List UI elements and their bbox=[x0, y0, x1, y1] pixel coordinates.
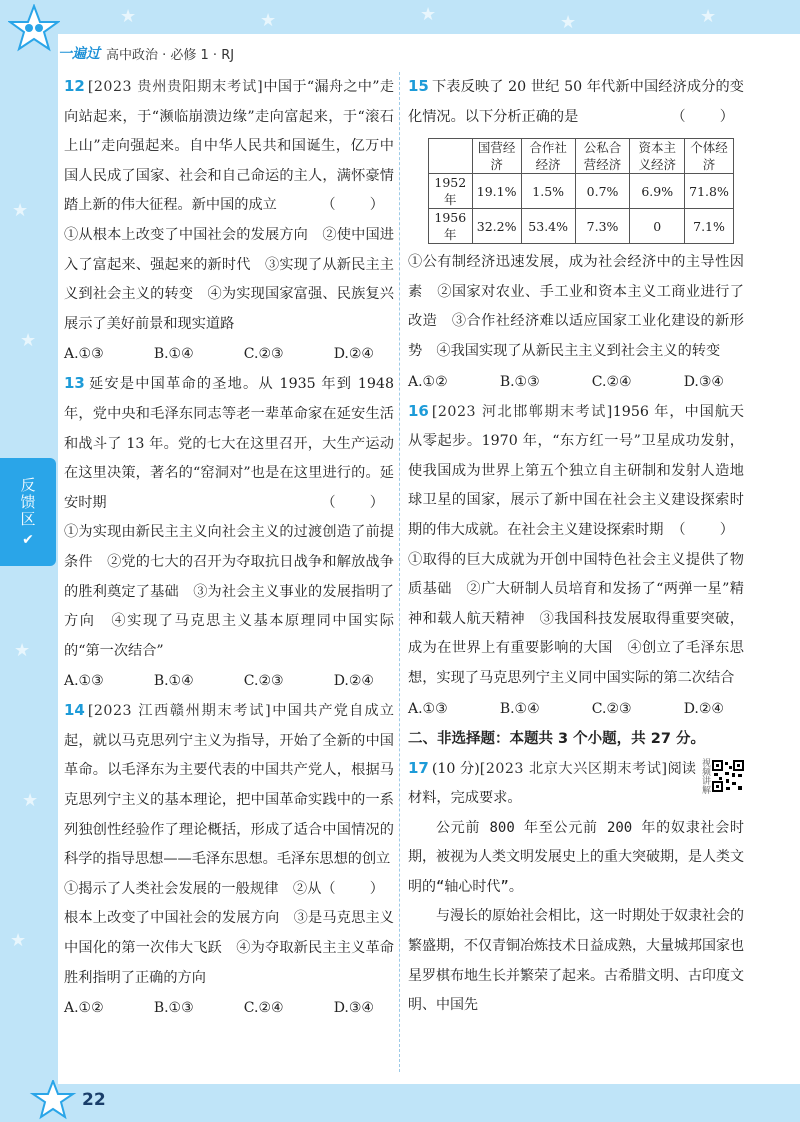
table-cell: 7.3% bbox=[575, 209, 630, 244]
option-b[interactable]: B.①④ bbox=[153, 346, 194, 363]
answer-bracket[interactable]: （ ） bbox=[671, 108, 744, 125]
option-d[interactable]: D.③④ bbox=[333, 1000, 374, 1017]
question-statements: ①取得的巨大成就为开创中国特色社会主义提供了物质基础 ②广大研制人员培育和发扬了“两弹一星”精神和载人航天精神 ③我国科技发展取得重要突破，成为在世界上有重要影响的大国 ④创立了毛泽东思想，实现了马克思列宁主义同中国实际的第二次结合 bbox=[408, 551, 744, 686]
check-icon: ✔ bbox=[22, 531, 34, 548]
section-title: 二、非选择题：本题共 3 个小题，共 27 分。 bbox=[408, 730, 705, 747]
question-statements: ①为实现由新民主主义向社会主义的过渡创造了前提条件 ②党的七大的召开为夺取抗日战争和解放战争的胜利奠定了基础 ③为社会主义事业的发展指明了方向 ④实现了马克思主义基本原理同中国实际的“第一次结合” bbox=[64, 524, 394, 659]
left-column bbox=[64, 72, 394, 1023]
answer-options bbox=[64, 666, 394, 696]
material-paragraph: 与漫长的原始社会相比，这一时期处于奴隶社会的繁盛期，不仅青铜冶炼技术日益成熟，大量城邦国家也星罗棋布地生长并繁荣了起来。古希腊文明、古印度文明、中国先 bbox=[408, 908, 744, 1014]
question-stem: 延安是中国革命的圣地。从 1935 年到 1948 年，党中央和毛泽东同志等老一辈革命家在延安生活和战斗了 13 年。党的七大在这里召开，大生产运动在这里决策，著名的“窑洞对”也是在这里进行的。延安时期 bbox=[64, 376, 394, 511]
option-c[interactable]: C.②③ bbox=[243, 346, 284, 363]
table-cell: 53.4% bbox=[521, 209, 575, 244]
question-number: 17 bbox=[408, 758, 429, 777]
question-stem: 中国于“漏舟之中”走向站起来，于“濒临崩溃边缘”走向富起来，于“滚石上山”走向强起来。自中华人民共和国诞生，亿万中国人民成了国家、社会和自己命运的主人，满怀豪情踏上新的伟大征程。新中国的成立 bbox=[64, 79, 395, 214]
question-13 bbox=[64, 369, 394, 696]
star-mascot-icon bbox=[28, 1080, 78, 1120]
option-c[interactable]: C.②③ bbox=[243, 673, 284, 690]
answer-bracket[interactable]: （ ） bbox=[321, 197, 394, 214]
table-cell: 0.7% bbox=[575, 174, 630, 209]
option-c[interactable]: C.②④ bbox=[243, 1000, 284, 1017]
answer-options bbox=[408, 694, 744, 724]
qr-code-icon bbox=[712, 760, 744, 792]
question-statements: ①揭示了人类社会发展的一般规律 ②从根本上改变了中国社会的发展方向 ③是马克思主义中国化的第一次伟大飞跃 ④为夺取新民主主义革命胜利指明了正确的方向 bbox=[64, 880, 394, 986]
question-17 bbox=[408, 754, 744, 1021]
option-a[interactable]: A.①③ bbox=[64, 346, 104, 363]
table-header-cell: 国营经济 bbox=[472, 139, 521, 174]
question-source: [2023 江西赣州期末考试] bbox=[87, 703, 272, 720]
table-header-cell: 个体经济 bbox=[685, 139, 734, 174]
option-a[interactable]: A.①③ bbox=[408, 700, 448, 717]
option-b[interactable]: B.①④ bbox=[153, 673, 194, 690]
question-number: 16 bbox=[408, 401, 429, 420]
option-c[interactable]: C.②④ bbox=[591, 373, 632, 390]
economy-table bbox=[428, 138, 734, 244]
table-header-cell: 资本主义经济 bbox=[630, 139, 685, 174]
question-stem: 下表反映了 20 世纪 50 年代新中国经济成分的变化情况。以下分析正确的是 bbox=[408, 79, 744, 125]
option-a[interactable]: A.①② bbox=[64, 1000, 104, 1017]
answer-options bbox=[64, 339, 394, 369]
option-d[interactable]: D.③④ bbox=[683, 373, 724, 390]
table-cell: 1.5% bbox=[521, 174, 575, 209]
feedback-tab-label: 反馈区 bbox=[18, 476, 37, 528]
question-12 bbox=[64, 72, 394, 369]
table-row bbox=[429, 209, 734, 244]
question-stem: 阅读材料，完成要求。 bbox=[408, 760, 696, 807]
table-cell: 0 bbox=[630, 209, 685, 244]
answer-options bbox=[64, 993, 394, 1023]
page-header bbox=[58, 40, 234, 66]
question-source: [2023 河北邯郸期末考试] bbox=[431, 403, 613, 420]
table-cell: 19.1% bbox=[472, 174, 521, 209]
question-stem: 1956 年，中国航天从零起步。1970 年，“东方红一号”卫星成功发射，使我国成为世界上第五个独立自主研制和发射人造地球卫星的国家，展示了新中国在社会主义建设探索时期的伟大成就。在社会主义建设探索时期 bbox=[408, 403, 744, 538]
table-header-cell: 合作社经济 bbox=[521, 139, 575, 174]
option-a[interactable]: A.①② bbox=[408, 373, 448, 390]
answer-options bbox=[408, 367, 744, 397]
question-source: [2023 贵州贵阳期末考试] bbox=[87, 79, 264, 95]
table-header-cell: 公私合营经济 bbox=[575, 139, 630, 174]
option-d[interactable]: D.②④ bbox=[683, 700, 724, 717]
question-number: 12 bbox=[64, 77, 85, 95]
table-cell: 71.8% bbox=[685, 174, 734, 209]
answer-bracket[interactable]: （ ） bbox=[321, 494, 394, 511]
page-number: 22 bbox=[82, 1090, 106, 1110]
answer-bracket[interactable]: （ ） bbox=[321, 880, 394, 897]
option-a[interactable]: A.①③ bbox=[64, 673, 104, 690]
mascot-logo-icon bbox=[8, 4, 60, 52]
option-c[interactable]: C.②③ bbox=[591, 700, 632, 717]
question-number: 14 bbox=[64, 701, 85, 720]
brand-logo: 一遍过 bbox=[58, 46, 100, 62]
option-d[interactable]: D.②④ bbox=[333, 346, 374, 363]
right-column bbox=[408, 72, 744, 1021]
question-stem: 中国共产党自成立起，就以马克思列宁主义为指导，开始了全新的中国革命。以毛泽东为主要代表的中国共产党人，根据马克思列宁主义的基本理论，把中国革命实践中的一系列独创性经验作了理论概括，形成了适合中国情况的科学的指导思想——毛泽东思想。毛泽东思想的创立 bbox=[64, 703, 394, 868]
book-subtitle: 高中政治 · 必修 1 · RJ bbox=[106, 47, 235, 63]
option-b[interactable]: B.①④ bbox=[499, 700, 540, 717]
question-statements: ①从根本上改变了中国社会的发展方向 ②使中国进入了富起来、强起来的新时代 ③实现了从新民主主义到社会主义的转变 ④为实现国家富强、民族复兴展示了美好前景和现实道路 bbox=[64, 226, 394, 332]
question-14 bbox=[64, 696, 394, 1023]
question-number: 15 bbox=[408, 77, 429, 95]
question-16 bbox=[408, 397, 744, 724]
table-cell: 1952 年 bbox=[429, 174, 473, 209]
table-header-row bbox=[429, 139, 734, 174]
table-header-cell bbox=[429, 139, 473, 174]
question-statements: ①公有制经济迅速发展，成为社会经济中的主导性因素 ②国家对农业、手工业和资本主义工商业进行了改造 ③合作社经济难以适应国家工业化建设的新形势 ④我国实现了从新民主主义到社会主义的转变 bbox=[408, 254, 744, 359]
page-footer bbox=[0, 1086, 800, 1122]
option-b[interactable]: B.①③ bbox=[153, 1000, 194, 1017]
table-cell: 7.1% bbox=[685, 209, 734, 244]
material-paragraph: 公元前 800 年至公元前 200 年的奴隶社会时期，被视为人类文明发展史上的重大突破期，是人类文明的“轴心时代”。 bbox=[408, 819, 744, 895]
question-number: 13 bbox=[64, 374, 85, 393]
table-cell: 6.9% bbox=[630, 174, 685, 209]
answer-bracket[interactable]: （ ） bbox=[671, 521, 744, 538]
column-divider bbox=[399, 72, 400, 1072]
video-qr-code[interactable] bbox=[700, 754, 744, 798]
table-cell: 32.2% bbox=[472, 209, 521, 244]
question-15 bbox=[408, 72, 744, 397]
question-points: (10 分) bbox=[431, 760, 480, 777]
option-d[interactable]: D.②④ bbox=[333, 673, 374, 690]
feedback-side-tab[interactable] bbox=[0, 458, 56, 566]
qr-label: 视频讲解 bbox=[700, 757, 710, 794]
option-b[interactable]: B.①③ bbox=[499, 373, 540, 390]
question-source: [2023 北京大兴区期末考试] bbox=[479, 760, 668, 777]
table-row bbox=[429, 174, 734, 209]
background-stars: ★ ★ ★ ★ ★ ★ ★ ★ ★ ★ bbox=[10, 4, 717, 951]
table-cell: 1956 年 bbox=[429, 209, 473, 244]
